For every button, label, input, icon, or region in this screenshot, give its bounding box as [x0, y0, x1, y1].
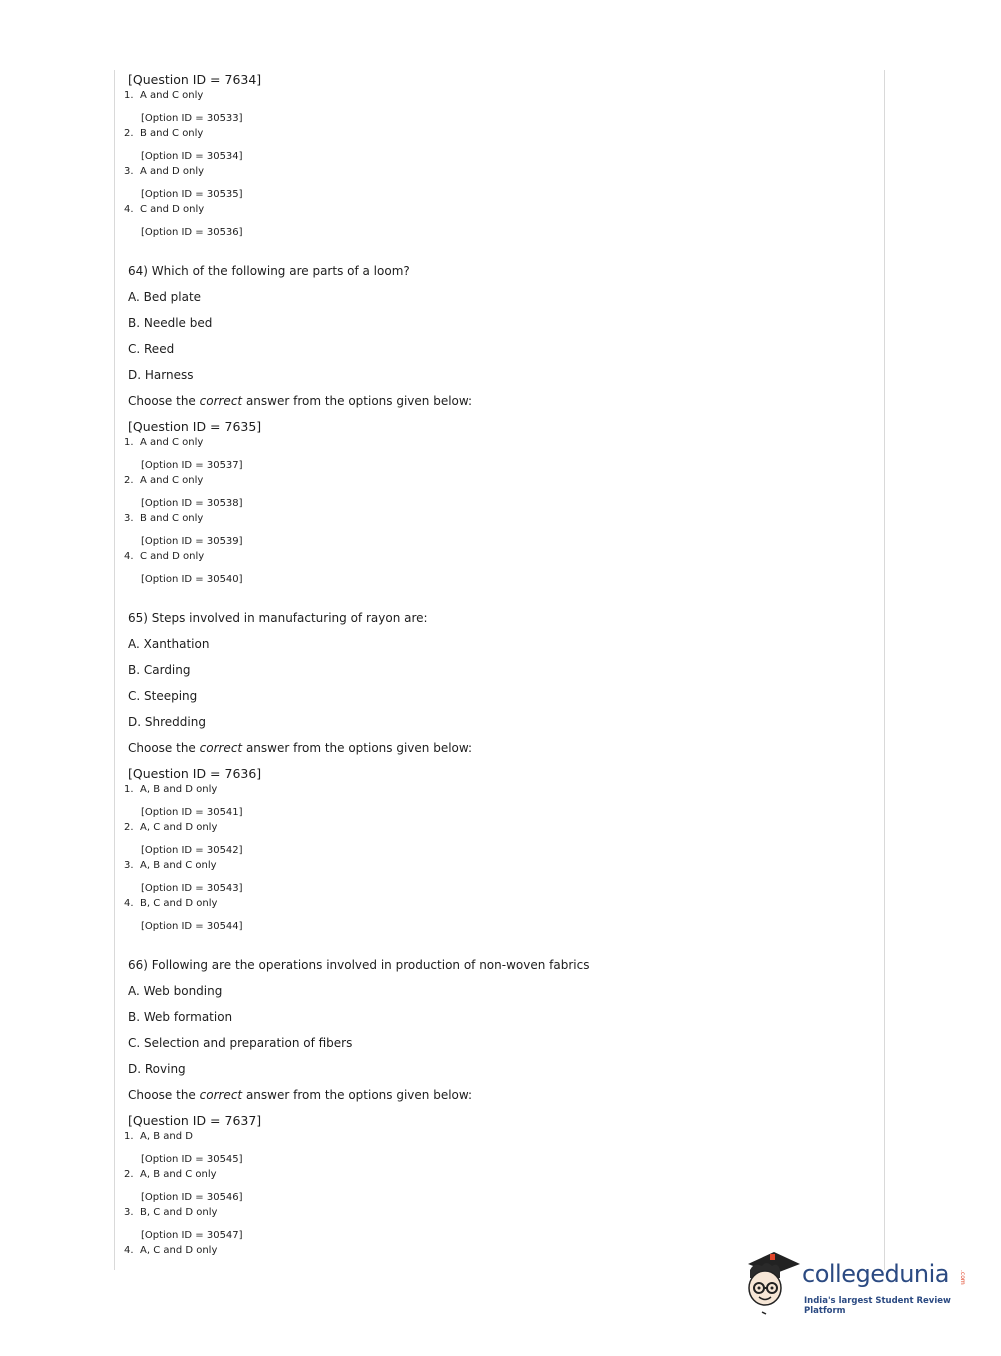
option-number: 1. [124, 1131, 134, 1142]
question-id: [Question ID = 7635] [128, 419, 262, 434]
option-number: 4. [124, 551, 134, 562]
option-row [124, 859, 864, 874]
option-id: [Option ID = 30533] [141, 113, 243, 124]
option-row [124, 512, 864, 527]
statement: C. Steeping [128, 689, 198, 703]
option-number: 3. [124, 1207, 134, 1218]
statement: A. Bed plate [128, 290, 202, 304]
option-text: A and C only [140, 437, 204, 448]
option-row [124, 474, 864, 489]
option-text: A and C only [140, 90, 204, 101]
question-id: [Question ID = 7634] [128, 72, 262, 87]
choose-emphasis: correct [199, 1088, 243, 1102]
choose-emphasis: correct [199, 741, 243, 755]
option-id: [Option ID = 30538] [141, 498, 243, 509]
statement: A. Web bonding [128, 984, 223, 998]
question-64 [124, 263, 864, 588]
option-number: 3. [124, 513, 134, 524]
option-group [124, 89, 864, 241]
statement: B. Needle bed [128, 316, 213, 330]
question-id: [Question ID = 7636] [128, 766, 262, 781]
statement: C. Selection and preparation of fibers [128, 1036, 353, 1050]
logo-tagline: India's largest Student Review Platform [804, 1296, 951, 1316]
question-text: 66) Following are the operations involved in production of non-woven fabrics [128, 958, 590, 972]
option-row [124, 550, 864, 565]
option-number: 4. [124, 898, 134, 909]
option-number: 2. [124, 822, 134, 833]
option-row [124, 783, 864, 798]
option-number: 1. [124, 90, 134, 101]
option-row [124, 203, 864, 218]
option-number: 2. [124, 1169, 134, 1180]
option-row [124, 436, 864, 451]
choose-prefix: Choose the [128, 394, 200, 408]
option-id: [Option ID = 30537] [141, 460, 243, 471]
option-number: 2. [124, 128, 134, 139]
choose-suffix: answer from the options given below: [242, 741, 473, 755]
choose-prefix: Choose the [128, 1088, 200, 1102]
statement: B. Carding [128, 663, 191, 677]
question-65 [124, 610, 864, 935]
option-number: 4. [124, 204, 134, 215]
statement: C. Reed [128, 342, 175, 356]
statement: D. Harness [128, 368, 194, 382]
mascot-icon [740, 1248, 802, 1318]
option-number: 1. [124, 784, 134, 795]
choose-prefix: Choose the [128, 741, 200, 755]
option-text: A and D only [140, 166, 205, 177]
option-id: [Option ID = 30536] [141, 227, 243, 238]
option-text: A, B and C only [140, 1169, 217, 1180]
option-row [124, 897, 864, 912]
option-id: [Option ID = 30546] [141, 1192, 243, 1203]
option-id: [Option ID = 30539] [141, 536, 243, 547]
option-text: A, C and D only [140, 1245, 218, 1256]
logo-brand: collegedunia [802, 1260, 950, 1288]
option-text: A, C and D only [140, 822, 218, 833]
option-text: A and C only [140, 475, 204, 486]
option-number: 1. [124, 437, 134, 448]
option-row [124, 1168, 864, 1183]
statement: A. Xanthation [128, 637, 210, 651]
option-id: [Option ID = 30540] [141, 574, 243, 585]
document-content [124, 72, 864, 1259]
option-text: B and C only [140, 128, 204, 139]
question-text: 64) Which of the following are parts of a loom? [128, 264, 410, 278]
option-text: B and C only [140, 513, 204, 524]
option-number: 3. [124, 166, 134, 177]
statement: D. Roving [128, 1062, 186, 1076]
choose-instruction [128, 393, 864, 419]
option-number: 3. [124, 860, 134, 871]
option-id: [Option ID = 30545] [141, 1154, 243, 1165]
choose-instruction [128, 740, 864, 766]
option-number: 4. [124, 1245, 134, 1256]
option-id: [Option ID = 30534] [141, 151, 243, 162]
choose-emphasis: correct [199, 394, 243, 408]
option-row [124, 165, 864, 180]
option-id: [Option ID = 30543] [141, 883, 243, 894]
question-63-options-block [124, 72, 864, 241]
option-text: A, B and D [140, 1131, 193, 1142]
option-text: B, C and D only [140, 1207, 218, 1218]
statement: D. Shredding [128, 715, 206, 729]
option-row [124, 821, 864, 836]
option-row [124, 1206, 864, 1221]
option-row [124, 127, 864, 142]
logo-com-suffix: .com [959, 1270, 966, 1285]
question-text: 65) Steps involved in manufacturing of rayon are: [128, 611, 428, 625]
choose-suffix: answer from the options given below: [242, 1088, 473, 1102]
option-text: B, C and D only [140, 898, 218, 909]
option-row [124, 1130, 864, 1145]
option-id: [Option ID = 30541] [141, 807, 243, 818]
option-text: C and D only [140, 551, 205, 562]
collegedunia-logo [740, 1248, 970, 1320]
right-margin-rule [884, 70, 885, 1270]
option-text: A, B and D only [140, 784, 218, 795]
option-text: A, B and C only [140, 860, 217, 871]
option-id: [Option ID = 30535] [141, 189, 243, 200]
question-id: [Question ID = 7637] [128, 1113, 262, 1128]
option-row [124, 89, 864, 104]
statement: B. Web formation [128, 1010, 233, 1024]
option-number: 2. [124, 475, 134, 486]
choose-suffix: answer from the options given below: [242, 394, 473, 408]
option-id: [Option ID = 30542] [141, 845, 243, 856]
left-margin-rule [114, 70, 115, 1270]
question-66 [124, 957, 864, 1259]
option-text: C and D only [140, 204, 205, 215]
option-id: [Option ID = 30547] [141, 1230, 243, 1241]
option-id: [Option ID = 30544] [141, 921, 243, 932]
choose-instruction [128, 1087, 864, 1113]
